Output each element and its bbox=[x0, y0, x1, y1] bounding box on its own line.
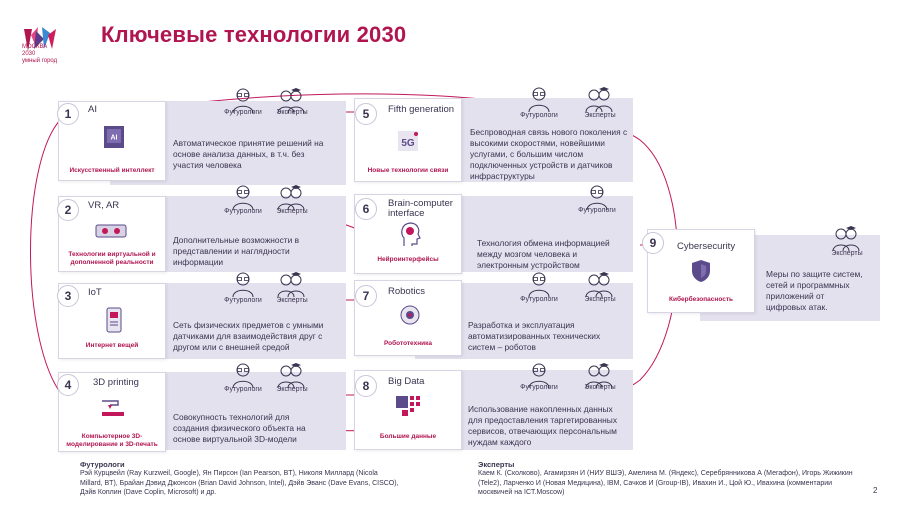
experts-icon bbox=[584, 85, 614, 113]
experts-icon bbox=[276, 361, 306, 389]
card-description: Разработка и эксплуатация автоматизированных технических систем – роботов bbox=[468, 320, 601, 352]
card-number: 8 bbox=[355, 375, 377, 397]
card-label: Кибербезопасность bbox=[669, 296, 733, 303]
card-description: Автоматическое принятие решений на основе анализа данных, в т.ч. без участия человека bbox=[173, 138, 324, 170]
card-label: Технологии виртуальной и дополненной реальности bbox=[68, 251, 156, 266]
futurologist-icon bbox=[228, 183, 258, 211]
card-name: IoT bbox=[88, 287, 102, 298]
card-number: 4 bbox=[57, 374, 79, 396]
card-label: Новые технологии связи bbox=[367, 167, 449, 174]
vr-headset-icon bbox=[94, 221, 128, 241]
role-experts: Эксперты bbox=[276, 109, 308, 116]
role-futurologists: Футурологи bbox=[520, 384, 558, 391]
futurologist-icon bbox=[228, 361, 258, 389]
card-description: Дополнительные возможности в представлении и наглядности информации bbox=[173, 235, 300, 267]
role-futurologists: Футурологи bbox=[224, 208, 262, 215]
card-label: Робототехника bbox=[384, 340, 432, 347]
card-name: VR, AR bbox=[88, 200, 120, 211]
card-number: 1 bbox=[57, 103, 79, 125]
card-description: Совокупность технологий для создания физического объекта на основе виртуальной 3D-модели bbox=[173, 412, 306, 444]
card-label: Интернет вещей bbox=[85, 342, 139, 349]
futurologist-icon bbox=[228, 270, 258, 298]
role-experts: Эксперты bbox=[276, 208, 308, 215]
role-futurologists: Футурологи bbox=[520, 296, 558, 303]
card-name: Big Data bbox=[388, 376, 425, 387]
experts-icon bbox=[276, 270, 306, 298]
role-experts: Эксперты bbox=[276, 386, 308, 393]
big-data-icon bbox=[394, 393, 424, 419]
card-label: Большие данные bbox=[379, 433, 437, 440]
footer-experts-list: Каем К. (Сколково), Агамирзян И (НИУ ВШЭ), Амелина М. (Яндекс), Серебрянникова А (Мегафон), Игорь Жижикин (Tele2), Ларченко И (Новая Медицина), IBM, Сачков И (Group-IB), Ивахин И., Цой Ю., Ивахина (комментарии москвичей на ICT.Moscow) bbox=[478, 470, 853, 496]
logo-text: МОСКВА 2030 умный город bbox=[22, 44, 58, 64]
role-futurologists: Футурологи bbox=[224, 297, 262, 304]
brain-head-icon bbox=[398, 220, 422, 248]
svg-text:5G: 5G bbox=[401, 138, 415, 149]
card-name: Fifth generation bbox=[388, 104, 455, 115]
role-futurologists: Футурологи bbox=[520, 112, 558, 119]
5g-icon bbox=[395, 128, 421, 154]
card-name: Robotics bbox=[388, 286, 425, 297]
role-experts: Эксперты bbox=[584, 296, 616, 303]
role-futurologists: Футурологи bbox=[578, 207, 616, 214]
card-number: 9 bbox=[642, 232, 664, 254]
card-number: 2 bbox=[57, 199, 79, 221]
shield-icon bbox=[690, 258, 712, 284]
role-experts: Эксперты bbox=[831, 250, 863, 257]
role-experts: Эксперты bbox=[584, 384, 616, 391]
card-label: Нейроинтерфейсы bbox=[377, 256, 439, 263]
experts-icon bbox=[584, 270, 614, 298]
futurologist-icon bbox=[524, 270, 554, 298]
card-description: Технология обмена информацией между мозгом человека и электронным устройством bbox=[477, 238, 610, 270]
card-number: 5 bbox=[355, 103, 377, 125]
card-name: 3D printing bbox=[93, 377, 139, 388]
robot-gear-icon bbox=[398, 303, 422, 327]
3d-printer-icon bbox=[98, 395, 128, 419]
card-name: Cybersecurity bbox=[677, 241, 736, 252]
footer-futurologists-heading: Футурологи bbox=[80, 460, 125, 469]
card-label: Компьютерное 3D-моделирование и 3D-печать bbox=[66, 433, 158, 448]
role-experts: Эксперты bbox=[584, 112, 616, 119]
card-description: Сеть физических предметов с умными датчиками для взаимодействия друг с другом или с внешней средой bbox=[173, 320, 324, 352]
card-name: Brain-computer interface bbox=[388, 198, 453, 219]
card-number: 3 bbox=[57, 285, 79, 307]
card-description: Беспроводная связь нового поколения с высокими скоростями, новейшими услугами, с большим числом подключенных устройств и датчиков инфраструктуры bbox=[470, 127, 628, 181]
role-futurologists: Футурологи bbox=[224, 109, 262, 116]
svg-text:AI: AI bbox=[110, 134, 118, 142]
card-description: Меры по защите систем, сетей и программных приложений от цифровых атак. bbox=[766, 269, 863, 312]
page-number: 2 bbox=[873, 486, 878, 495]
card-number: 7 bbox=[355, 285, 377, 307]
iot-device-icon bbox=[104, 306, 124, 334]
card-name: AI bbox=[88, 104, 97, 115]
role-experts: Эксперты bbox=[276, 297, 308, 304]
footer-experts-heading: Эксперты bbox=[478, 460, 515, 469]
card-label: Искусственный интеллект bbox=[69, 167, 155, 174]
experts-icon bbox=[831, 224, 861, 252]
experts-icon bbox=[276, 183, 306, 211]
footer-futurologists-list: Рэй Курцвейл (Ray Kurzweil, Google), Ян Пирсон (Ian Pearson, BT), Николя Миллард (Nicola Millard, BT), Брайан Дэвид Джонсон (Brian David Johnson, Intel), Дэйв Эванс (Dave Evans, CISCO), Дэйв Коплин (Dave Coplin, Microsoft) и др. bbox=[80, 470, 399, 496]
role-futurologists: Футурологи bbox=[224, 386, 262, 393]
card-number: 6 bbox=[355, 198, 377, 220]
ai-chip-icon bbox=[102, 124, 126, 150]
futurologist-icon bbox=[524, 85, 554, 113]
card-description: Использование накопленных данных для предоставления таргетированных сервисов, отвечающих персональным нуждам каждого bbox=[468, 404, 618, 447]
page-title: Ключевые технологии 2030 bbox=[101, 22, 407, 47]
